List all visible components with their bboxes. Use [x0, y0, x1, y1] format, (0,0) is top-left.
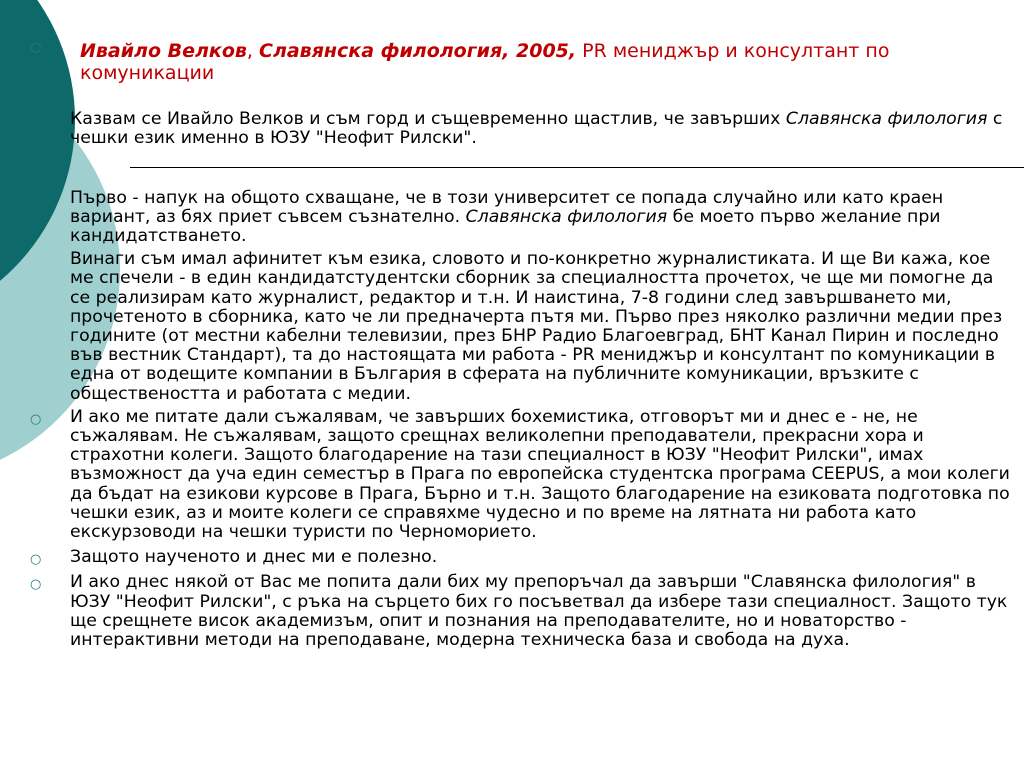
- separator-line: [30, 154, 1015, 173]
- bullet-3: [30, 548, 1015, 567]
- paragraph-regret: И ако ме питате дали съжалявам, че завърших бохемистика, отговорът ми и днес е - не, не съжалявам. Не съжалявам, защото срещнах великолепни преподаватели, прекрасни хора и страхотни колеги. Защото благодарение на тази специалност в ЮЗУ "Неофит Рилски", имах възможност да уча един семестър в Прага по европейска студентска програма CEEPUS, а мои колеги да бъдат на езикови курсове в Прага, Бърно и т.н. Защото благодарение на езиковата подготовка по чешки език, аз и моите колеги се справяхме чудесно и по време на лятната ни работа като екскурзоводи на чешки туристи по Черноморието.: [70, 406, 1010, 543]
- paragraph-first: [30, 189, 1015, 247]
- program-year: Славянска филология, 2005,: [259, 40, 577, 62]
- header-separator: ,: [246, 40, 259, 62]
- bullet-circle-icon: ○: [30, 552, 42, 568]
- paragraph-affinity: Винаги съм имал афинитет към езика, словото и по-конкретно журналистиката. И ще Ви кажа, кое ме спечели - в един кандидатстудентски сборник за специалността прочетох, че ще ми помогне да се реализирам като журналист, редактор и т.н. И наистина, 7-8 години след завършването ми, прочетеното в сборника, като че ли предначерта пътя ми. Първо през няколко различни медии през годините (от местни кабелни телевизии, през БНР Радио Благоевград, БНТ Канал Пирин и последно във вестник Стандарт), та до настоящата ми работа - PR мениджър и консултант по комуникации в една от водещите компании в България в сферата на публичните комуникации, връзките с обществеността и работата с медии.: [70, 249, 1003, 404]
- bullet-circle-icon: ○: [30, 40, 42, 55]
- header-line: [30, 40, 1015, 84]
- first-text: Първо - напук на общото схващане, че в този университет се попада случайно или като краен вариант, аз бях приет съвсем съзнателно.: [70, 187, 944, 227]
- paragraph-useful: Защото наученото и днес ми е полезно.: [70, 547, 438, 568]
- bullet-4: [30, 573, 1015, 650]
- intro-italic: Славянска филология: [785, 109, 988, 129]
- bullet-circle-icon: ○: [30, 577, 42, 593]
- bullet-circle-icon: ○: [30, 411, 42, 427]
- bullet-2: [30, 408, 1015, 542]
- paragraph-intro: [30, 110, 1015, 148]
- author-role: PR мениджър и консултант по комуникации: [80, 40, 890, 84]
- slide-content: [30, 30, 1015, 650]
- intro-text: Казвам се Ивайло Велков и съм горд и същевременно щастлив, че завърших: [70, 109, 786, 129]
- intro-text-end: с чешки език именно в ЮЗУ "Неофит Рилски".: [70, 109, 1003, 149]
- first-italic: Славянска филология: [465, 206, 668, 227]
- first-text-end: бе моето първо желание при кандидатстването.: [70, 206, 941, 247]
- paragraph-recommend: И ако днес някой от Вас ме попита дали бих му препоръчал да завърши "Славянска филология" в ЮЗУ "Неофит Рилски", с ръка на сърцето бих го посъветвал да избере тази специалност. Защото тук ще срещнете висок академизъм, опит и познания на преподавателите, но и новаторство - интерактивни методи на преподаване, модерна техническа база и свобода на духа.: [70, 572, 1008, 651]
- author-name: Ивайло Велков: [80, 40, 247, 62]
- bullet-1: [30, 40, 1015, 84]
